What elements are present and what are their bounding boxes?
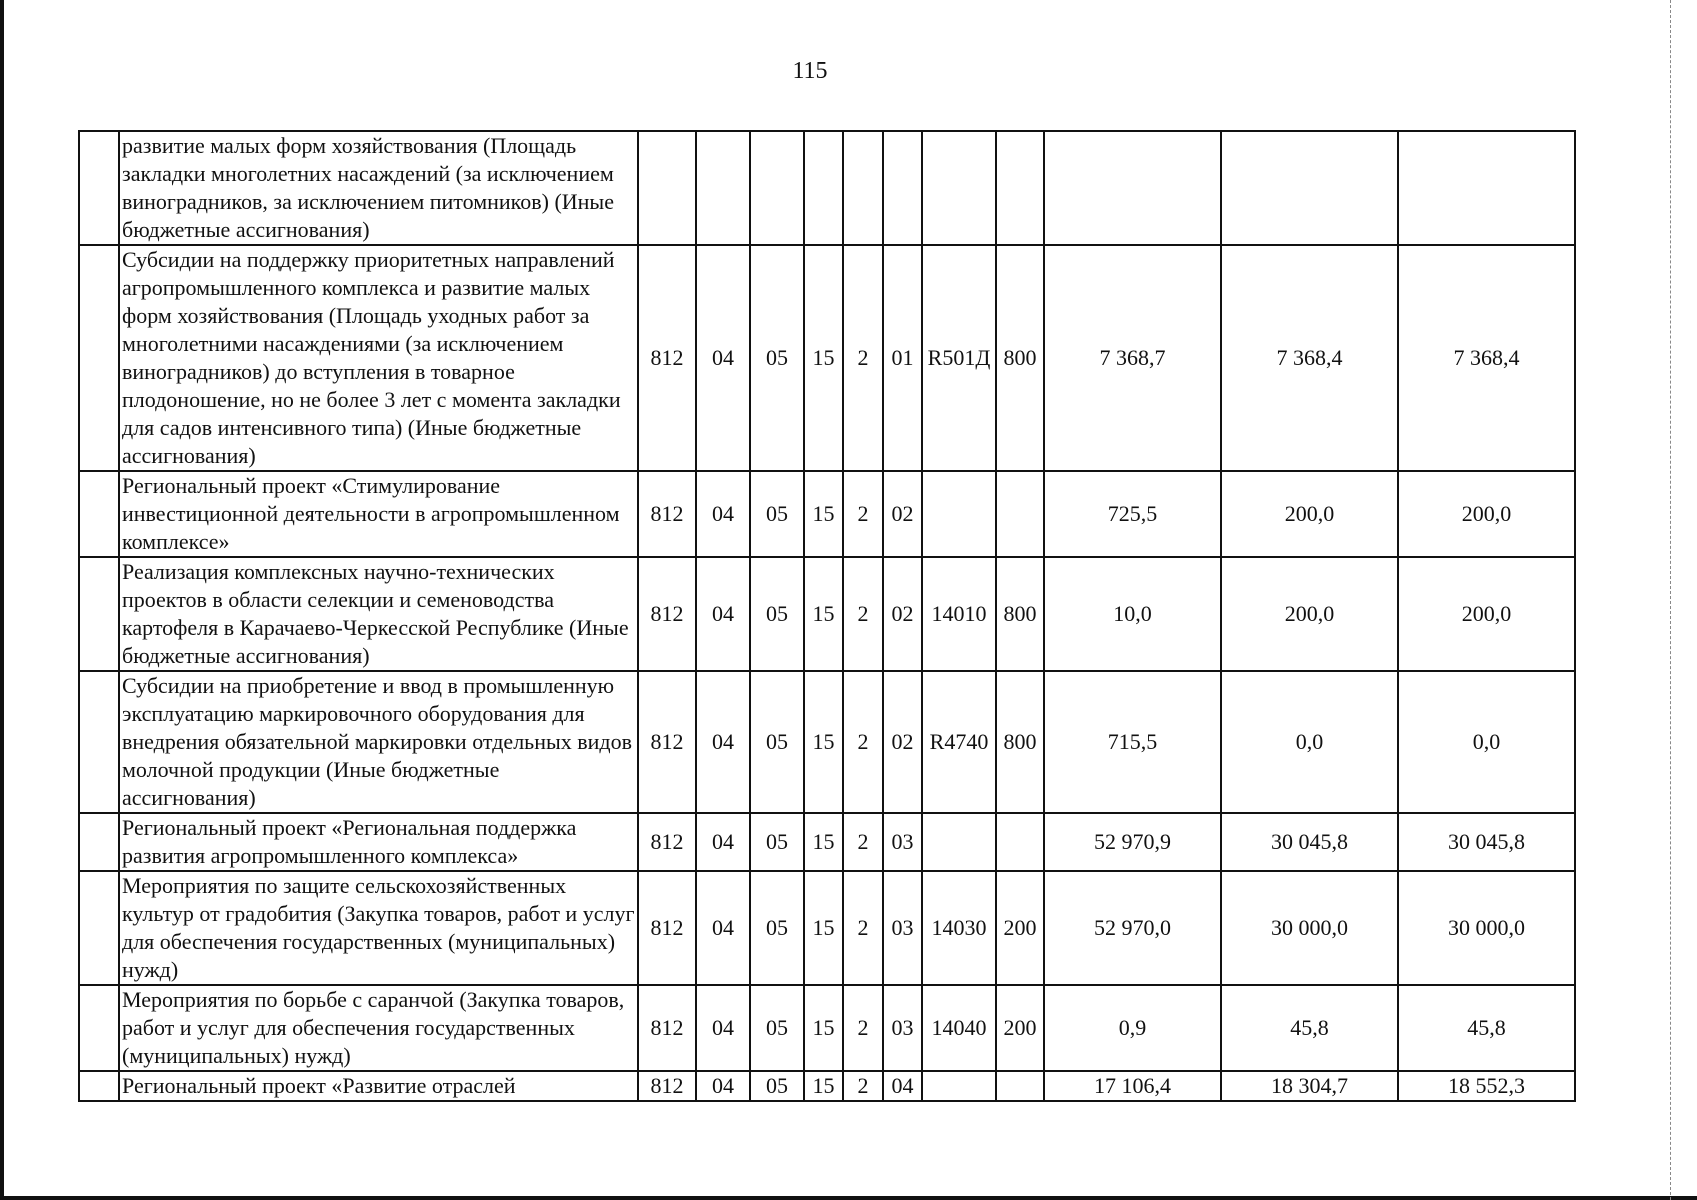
code-subprogram: 2 xyxy=(843,557,883,671)
amount-year-1: 715,5 xyxy=(1044,671,1221,813)
code-ministry: 812 xyxy=(638,245,696,471)
amount-year-1: 10,0 xyxy=(1044,557,1221,671)
row-description: развитие малых форм хозяйствования (Площадь закладки многолетних насаждений (за исключением виноградников, за исключением питомников) (Иные бюджетные ассигнования) xyxy=(119,131,638,245)
row-number-cell xyxy=(79,985,119,1071)
code-direction xyxy=(922,131,996,245)
amount-year-1: 0,9 xyxy=(1044,985,1221,1071)
table-row xyxy=(79,871,1575,985)
code-program xyxy=(804,131,843,245)
code-program: 15 xyxy=(804,813,843,871)
code-section: 04 xyxy=(696,557,750,671)
code-subsection: 05 xyxy=(750,985,804,1071)
table-row xyxy=(79,131,1575,245)
code-expense-type: 800 xyxy=(996,245,1044,471)
code-subsection: 05 xyxy=(750,471,804,557)
code-direction: 14040 xyxy=(922,985,996,1071)
code-subsection: 05 xyxy=(750,813,804,871)
amount-year-1: 7 368,7 xyxy=(1044,245,1221,471)
code-subprogram: 2 xyxy=(843,871,883,985)
amount-year-3: 45,8 xyxy=(1398,985,1575,1071)
amount-year-1 xyxy=(1044,131,1221,245)
amount-year-1: 725,5 xyxy=(1044,471,1221,557)
scan-frame-left xyxy=(0,0,4,1200)
code-program: 15 xyxy=(804,871,843,985)
code-expense-type: 800 xyxy=(996,557,1044,671)
amount-year-3: 200,0 xyxy=(1398,557,1575,671)
code-expense-type: 200 xyxy=(996,871,1044,985)
row-number-cell xyxy=(79,871,119,985)
amount-year-2: 200,0 xyxy=(1221,471,1398,557)
code-ministry: 812 xyxy=(638,813,696,871)
amount-year-2: 18 304,7 xyxy=(1221,1071,1398,1101)
scan-edge-right xyxy=(1670,0,1671,1200)
code-subprogram: 2 xyxy=(843,471,883,557)
amount-year-1: 17 106,4 xyxy=(1044,1071,1221,1101)
code-subsection: 05 xyxy=(750,245,804,471)
code-expense-type xyxy=(996,813,1044,871)
code-event: 03 xyxy=(883,813,922,871)
code-direction: R501Д xyxy=(922,245,996,471)
code-event: 03 xyxy=(883,871,922,985)
row-description: Мероприятия по борьбе с саранчой (Закупка товаров, работ и услуг для обеспечения государственных (муниципальных) нужд) xyxy=(119,985,638,1071)
code-program: 15 xyxy=(804,245,843,471)
table-row xyxy=(79,557,1575,671)
code-ministry: 812 xyxy=(638,985,696,1071)
code-event xyxy=(883,131,922,245)
amount-year-3: 200,0 xyxy=(1398,471,1575,557)
code-program: 15 xyxy=(804,1071,843,1101)
code-ministry: 812 xyxy=(638,471,696,557)
amount-year-2: 45,8 xyxy=(1221,985,1398,1071)
code-direction xyxy=(922,1071,996,1101)
code-ministry: 812 xyxy=(638,1071,696,1101)
code-expense-type: 200 xyxy=(996,985,1044,1071)
code-section: 04 xyxy=(696,671,750,813)
amount-year-2: 200,0 xyxy=(1221,557,1398,671)
code-expense-type xyxy=(996,1071,1044,1101)
amount-year-3 xyxy=(1398,131,1575,245)
code-section xyxy=(696,131,750,245)
code-program: 15 xyxy=(804,671,843,813)
code-subsection: 05 xyxy=(750,871,804,985)
row-description: Субсидии на поддержку приоритетных направлений агропромышленного комплекса и развитие малых форм хозяйствования (Площадь уходных работ за многолетними насаждениями (за исключением виноградников) до вступления в товарное плодоношение, но не более 3 лет с момента закладки для садов интенсивного типа) (Иные бюджетные ассигнования) xyxy=(119,245,638,471)
code-direction xyxy=(922,471,996,557)
row-number-cell xyxy=(79,245,119,471)
amount-year-3: 30 045,8 xyxy=(1398,813,1575,871)
table-row xyxy=(79,813,1575,871)
code-event: 02 xyxy=(883,557,922,671)
amount-year-3: 18 552,3 xyxy=(1398,1071,1575,1101)
scan-frame-bottom xyxy=(0,1196,1697,1200)
table-row xyxy=(79,985,1575,1071)
row-number-cell xyxy=(79,813,119,871)
code-program: 15 xyxy=(804,471,843,557)
amount-year-1: 52 970,9 xyxy=(1044,813,1221,871)
code-direction: 14030 xyxy=(922,871,996,985)
code-event: 01 xyxy=(883,245,922,471)
code-ministry: 812 xyxy=(638,557,696,671)
code-subprogram: 2 xyxy=(843,671,883,813)
row-number-cell xyxy=(79,671,119,813)
code-subprogram: 2 xyxy=(843,985,883,1071)
code-subprogram xyxy=(843,131,883,245)
code-event: 04 xyxy=(883,1071,922,1101)
amount-year-2: 0,0 xyxy=(1221,671,1398,813)
row-description: Мероприятия по защите сельскохозяйственных культур от градобития (Закупка товаров, работ и услуг для обеспечения государственных (муниципальных) нужд) xyxy=(119,871,638,985)
code-subprogram: 2 xyxy=(843,245,883,471)
table-row xyxy=(79,671,1575,813)
code-expense-type xyxy=(996,471,1044,557)
table-row xyxy=(79,245,1575,471)
code-section: 04 xyxy=(696,985,750,1071)
row-number-cell xyxy=(79,471,119,557)
code-section: 04 xyxy=(696,245,750,471)
code-subsection: 05 xyxy=(750,671,804,813)
row-description: Региональный проект «Стимулирование инвестиционной деятельности в агропромышленном комплексе» xyxy=(119,471,638,557)
code-section: 04 xyxy=(696,871,750,985)
row-number-cell xyxy=(79,557,119,671)
row-number-cell xyxy=(79,1071,119,1101)
code-ministry: 812 xyxy=(638,871,696,985)
code-program: 15 xyxy=(804,985,843,1071)
code-subprogram: 2 xyxy=(843,813,883,871)
code-section: 04 xyxy=(696,813,750,871)
code-direction: 14010 xyxy=(922,557,996,671)
amount-year-2: 30 045,8 xyxy=(1221,813,1398,871)
code-program: 15 xyxy=(804,557,843,671)
code-expense-type xyxy=(996,131,1044,245)
code-section: 04 xyxy=(696,471,750,557)
code-subsection xyxy=(750,131,804,245)
amount-year-3: 0,0 xyxy=(1398,671,1575,813)
row-description: Субсидии на приобретение и ввод в промышленную эксплуатацию маркировочного оборудования для внедрения обязательной маркировки отдельных видов молочной продукции (Иные бюджетные ассигнования) xyxy=(119,671,638,813)
row-description: Региональный проект «Региональная поддержка развития агропромышленного комплекса» xyxy=(119,813,638,871)
row-description: Региональный проект «Развитие отраслей xyxy=(119,1071,638,1101)
table-row xyxy=(79,1071,1575,1101)
code-direction xyxy=(922,813,996,871)
row-description: Реализация комплексных научно-технических проектов в области селекции и семеноводства картофеля в Карачаево-Черкесской Республике (Иные бюджетные ассигнования) xyxy=(119,557,638,671)
row-number-cell xyxy=(79,131,119,245)
code-event: 03 xyxy=(883,985,922,1071)
code-event: 02 xyxy=(883,471,922,557)
code-ministry: 812 xyxy=(638,671,696,813)
amount-year-3: 30 000,0 xyxy=(1398,871,1575,985)
amount-year-2: 7 368,4 xyxy=(1221,245,1398,471)
amount-year-2: 30 000,0 xyxy=(1221,871,1398,985)
code-direction: R4740 xyxy=(922,671,996,813)
code-expense-type: 800 xyxy=(996,671,1044,813)
code-ministry xyxy=(638,131,696,245)
page-number: 115 xyxy=(792,58,828,84)
code-subsection: 05 xyxy=(750,1071,804,1101)
code-section: 04 xyxy=(696,1071,750,1101)
table-row xyxy=(79,471,1575,557)
amount-year-2 xyxy=(1221,131,1398,245)
budget-table xyxy=(78,130,1576,1102)
amount-year-3: 7 368,4 xyxy=(1398,245,1575,471)
amount-year-1: 52 970,0 xyxy=(1044,871,1221,985)
code-event: 02 xyxy=(883,671,922,813)
code-subprogram: 2 xyxy=(843,1071,883,1101)
code-subsection: 05 xyxy=(750,557,804,671)
table-body xyxy=(79,131,1575,1101)
